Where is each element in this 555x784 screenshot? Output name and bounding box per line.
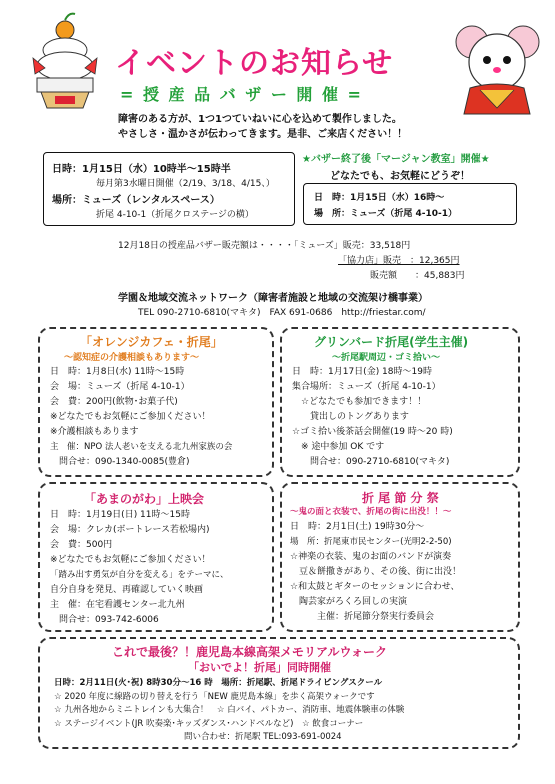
detail-line: 豆＆餅撒きがあり、その後、街に出没！ [290,567,462,577]
detail-line: ☆ 九州各地からミニトレインも大集合！ ☆ 白バイ、パトカー、消防車、地震体験車の体験 [54,705,405,715]
detail-line: 主催：折尾節分祭実行委員会 [290,612,435,622]
detail-line: ※どなたでもお気軽にご参加ください！ [50,555,211,565]
sales-label-3: 販売額 ： [370,271,425,281]
memorial-walk-sub: 「おいでよ！折尾」同時開催 [188,661,331,674]
intro-line-2: やさしさ・温かさが伝わってきます。是非、ご来店ください！！ [118,129,408,140]
mahjong-date: 日 時：1月15日（水）16時～ [314,193,445,203]
setsubun-title: 折 尾 節 分 祭 [362,491,439,505]
memorial-walk-box [38,637,520,749]
detail-line: 会 場：ミューズ（折尾 4-10-1） [50,382,190,392]
detail-line: ☆ゴミ拾い後茶話会開催(19 時～20 時) [292,427,453,437]
detail-line: 会 費：500円 [50,540,113,550]
detail-line: 陶芸家がろくろ回しの実演 [290,597,408,607]
detail-line: 日 時：2月1日(土) 19時30分～ [290,522,425,532]
orange-cafe-details [50,365,232,470]
detail-line: 日時：2月11日(火･祝) 8時30分～16 時 場所：折尾駅、折尾ドライビングスクール [54,678,383,688]
detail-line: ※どなたでもお気軽にご参加ください！ [50,412,211,422]
sales-value-1: 33,518円 [369,241,411,251]
sales-value-3: 45,883円 [424,271,465,281]
bazaar-place: 場所：ミューズ（レンタルスペース） [52,195,220,206]
detail-line: 問合せ：093-742-6006 [50,615,159,625]
detail-line: 集合場所：ミューズ（折尾 4-10-1） [292,382,441,392]
org-contact: TEL 090-2710-6810(マキタ) FAX 691-0686 http://friestar.com/ [138,308,426,318]
amanogawa-title: 「あまのがわ」上映会 [84,492,205,506]
page-title: イベントのお知らせ [115,46,394,81]
bazaar-address: 折尾 4-10-1（折尾クロステージの横） [96,210,254,220]
sales-value-2: 12,365円 [419,256,460,266]
amanogawa-details [50,508,229,628]
mahjong-info-box [303,183,517,225]
detail-line: 自分自身を発見、再確認していく映画 [50,585,204,595]
sales-line-2 [338,253,460,266]
org-name: 学園＆地域交流ネットワーク（障害者施設と地域の交流架け橋事業） [118,293,428,304]
sales-label-2: 「協力店」販売 ： [338,256,420,266]
kagami-mochi-icon [25,8,105,113]
detail-line: 会 場：クレカ(ボートレース若松場内) [50,525,210,535]
detail-line: 主 催：NPO 法人老いを支える北九州家族の会 [50,442,233,452]
setsubun-sub: ～鬼の面と衣装で、折尾の街に出没！！～ [290,507,452,517]
greenbird-title: グリンバード折尾(学生主催) [314,335,469,349]
mahjong-sub: どなたでも、お気軽にどうぞ！ [330,171,470,182]
greenbird-box [280,327,520,477]
orange-cafe-sub: ～認知症の介護相談もあります～ [64,353,200,363]
memorial-walk-details [54,677,404,745]
sales-line-1 [118,238,410,251]
greenbird-sub: ～折尾駅周辺・ゴミ拾い～ [332,353,441,363]
detail-line: ☆神楽の衣装、鬼のお面のバンドが演奏 [290,552,452,562]
bazaar-info-box [43,152,295,226]
intro-line-1: 障害のある方が、1つ1つていねいに心を込めて製作しました。 [118,114,402,125]
bazaar-schedule: 毎月第3水曜日開催（2/19、3/18、4/15、） [96,179,275,189]
detail-line: 日 時：1月17日(金) 18時～19時 [292,367,432,377]
detail-line: 日 時：1月19日(日) 11時～15時 [50,510,190,520]
memorial-walk-title: これで最後？！鹿児島本線高架メモリアルウォーク [112,645,388,659]
detail-line: ☆ ステージイベント(JR 吹奏楽･キッズダンス･ハンドベルなど) ☆ 飲食コーナー [54,718,364,729]
mahjong-heading: ★バザー終了後「マージャン教室」開催★ [302,154,490,165]
detail-line: 問合せ：090-2710-6810(マキタ) [292,457,450,467]
detail-line: ※介護相談もあります [50,427,139,437]
detail-line: 会 費：200円(飲物･お菓子代) [50,397,178,407]
sales-label-1: 12月18日の授産品バザー販売額は・・・・「ミューズ」販売： [118,241,370,251]
detail-line: 「踏み出す勇気が自分を変える」をテーマに、 [50,570,229,580]
greenbird-details [292,365,453,470]
detail-line: 日 時：1月8日(水) 11時～15時 [50,367,185,377]
detail-line: 問い合わせ：折尾駅 TEL:093-691-0024 [184,732,342,742]
orange-cafe-title: 「オレンジカフェ・折尾」 [80,335,223,349]
detail-line: ☆ 2020 年度に線路の切り替えを行う「NEW 鹿児島本線」を歩く高架ウォークです [54,691,375,702]
detail-line: 問合せ：090-1340-0085(豊倉) [50,457,190,467]
page-subtitle: = 授 産 品 バ ザ ー 開 催 = [120,85,363,104]
detail-line: 主 催：在宅看護センター北九州 [50,600,185,610]
detail-line: 貸出しのトングあります [292,412,409,422]
detail-line: ☆どなたでも参加できます！！ [292,397,427,407]
bazaar-date: 日時：1月15日（水）10時半～15時半 [52,164,231,175]
detail-line: ☆和太鼓とギターのセッションに合わせ、 [290,582,460,592]
amanogawa-box [38,482,274,632]
mahjong-place: 場 所：ミューズ（折尾 4-10-1） [314,209,458,219]
sales-line-3 [370,268,465,281]
orange-cafe-box [38,327,274,477]
setsubun-details [290,520,461,625]
setsubun-box [280,482,520,632]
mouse-mascot-icon [450,22,545,117]
detail-line: ※ 途中参加 OK です [292,442,385,452]
detail-line: 場 所：折尾東市民センター(光明2-2-50) [290,537,452,547]
